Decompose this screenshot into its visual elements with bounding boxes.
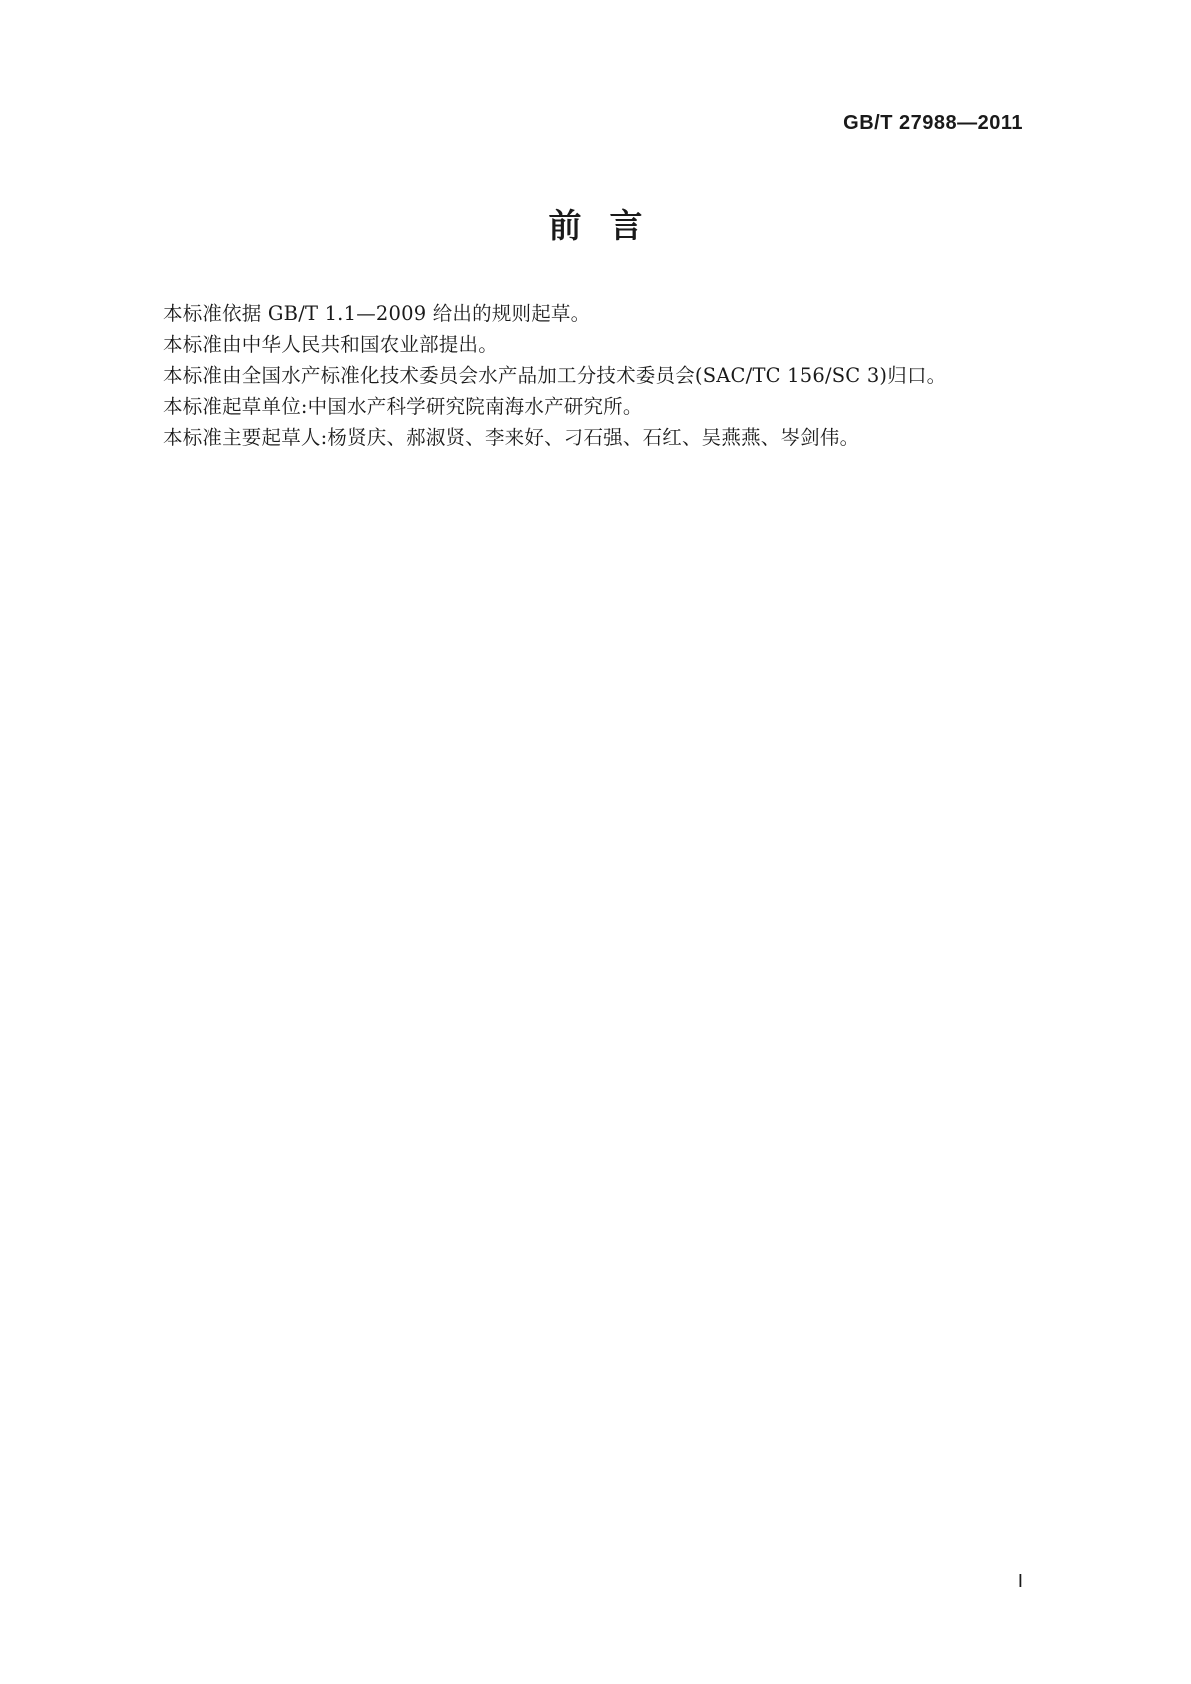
- foreword-line: 本标准依据 GB/T 1.1—2009 给出的规则起草。: [163, 302, 591, 325]
- foreword-line: 本标准起草单位:中国水产科学研究院南海水产研究所。: [163, 395, 643, 418]
- page-title: 前言: [548, 206, 671, 245]
- foreword-line: 本标准主要起草人:杨贤庆、郝淑贤、李来好、刁石强、石红、吴燕燕、岑剑伟。: [163, 426, 860, 449]
- foreword-body: [163, 298, 963, 453]
- standard-code-header: GB/T 27988—2011: [843, 112, 1023, 134]
- page-number: Ⅰ: [1017, 1571, 1023, 1591]
- foreword-line: 本标准由中华人民共和国农业部提出。: [163, 333, 498, 356]
- foreword-line: 本标准由全国水产标准化技术委员会水产品加工分技术委员会(SAC/TC 156/SC 3)归口。: [163, 364, 947, 387]
